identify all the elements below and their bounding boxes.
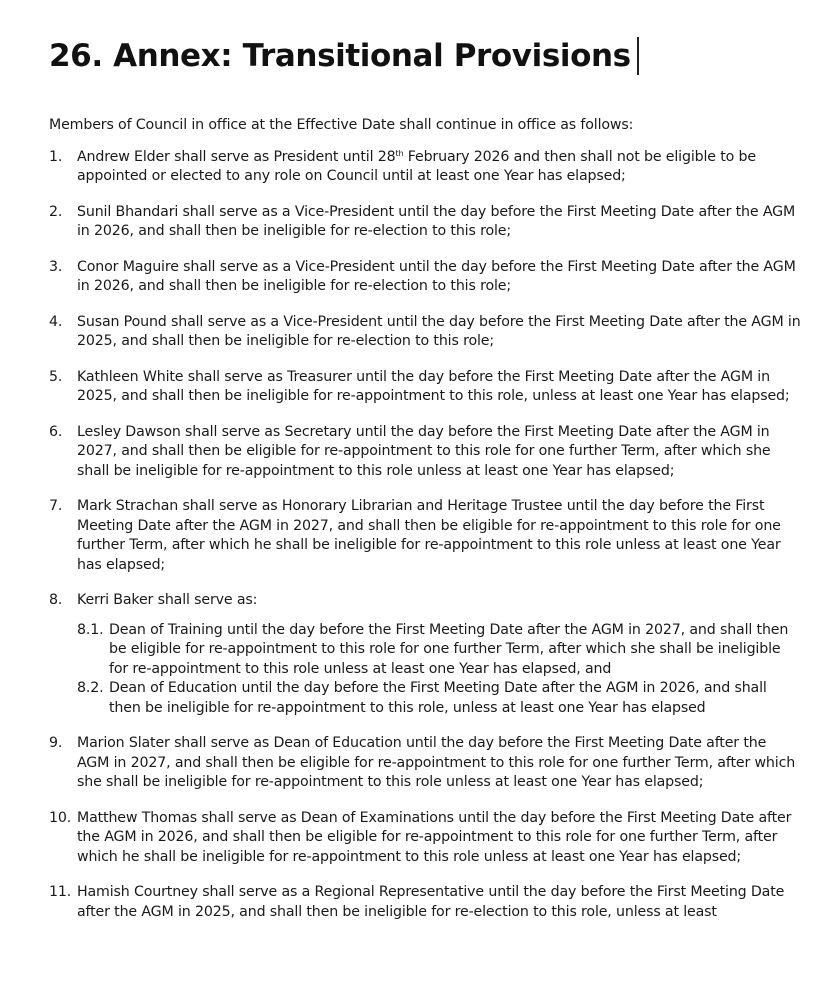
- item-number: 11.: [49, 884, 72, 900]
- list-item: [49, 734, 802, 793]
- text-cursor: [637, 37, 639, 75]
- sub-item-text: Dean of Education until the day before the First Meeting Date after the AGM in 2026, and shall then be ineligible for re-appointment to this role, unless at least one Year has elapsed: [109, 680, 767, 716]
- item-text: Mark Strachan shall serve as Honorary Librarian and Heritage Trustee until the day before the First Meeting Date after the AGM in 2027, and shall then be eligible for re-appointment to this role for one further Term, after which he shall be ineligible for re-appointment to this role unless at least one Year has elapsed;: [77, 498, 781, 573]
- list-item: [49, 883, 802, 922]
- list-item: [49, 809, 802, 868]
- item-number: 8.: [49, 592, 63, 608]
- item-lead-text: Kerri Baker shall serve as:: [77, 592, 258, 608]
- page-title-text: 26. Annex: Transitional Provisions: [49, 38, 631, 74]
- item-number: 4.: [49, 313, 63, 330]
- item-text-part: February 2026 and then shall not be eligible to be appointed or elected to any role on Council until at least one Year has elapsed;: [77, 148, 756, 184]
- list-item: [49, 203, 802, 242]
- item-number: 3.: [49, 258, 63, 275]
- item-number: 7.: [49, 498, 63, 514]
- item-number: 2.: [49, 203, 63, 220]
- sub-list-item: [77, 679, 802, 718]
- sub-item-number: 8.1.: [77, 621, 104, 638]
- page-title: [49, 0, 802, 78]
- item-text: Marion Slater shall serve as Dean of Education until the day before the First Meeting Date after the AGM in 2027, and shall then be eligible for re-appointment to this role for one further Term, after which she shall be ineligible for re-appointment to this role unless at least one Year has elapsed;: [77, 735, 796, 790]
- item-text: Susan Pound shall serve as a Vice-President until the day before the First Meeting Date after the AGM in 2025, and shall then be ineligible for re-election to this role;: [77, 313, 801, 349]
- item-text: Kathleen White shall serve as Treasurer until the day before the First Meeting Date after the AGM in 2025, and shall then be ineligible for re-appointment to this role, unless at least one Year has elapsed;: [77, 368, 790, 404]
- item-text: Hamish Courtney shall serve as a Regional Representative until the day before the First Meeting Date after the AGM in 2025, and shall then be ineligible for re-election to this role, unless at least: [77, 884, 785, 920]
- list-item: [49, 148, 802, 187]
- item-text: Conor Maguire shall serve as a Vice-President until the day before the First Meeting Date after the AGM in 2026, and shall then be ineligible for re-election to this role;: [77, 258, 796, 294]
- list-item: [49, 313, 802, 352]
- sub-item-text: Dean of Training until the day before the First Meeting Date after the AGM in 2027, and shall then be eligible for re-appointment to this role for one further Term, after which she shall be ineligible for re-appointment to this role unless at least one Year has elapsed, and: [109, 621, 789, 677]
- item-text: [77, 591, 802, 718]
- sub-item-number: 8.2.: [77, 680, 104, 696]
- item-text: Matthew Thomas shall serve as Dean of Examinations until the day before the First Meeting Date after the AGM in 2026, and shall then be eligible for re-appointment to this role for one further Term, after which he shall be ineligible for re-appointment to this role unless at least one Year has elapsed;: [77, 809, 792, 865]
- item-number: 6.: [49, 423, 63, 440]
- list-item: [49, 423, 802, 482]
- list-item: [49, 497, 802, 575]
- sub-list-item: [77, 621, 802, 680]
- sub-list: [77, 621, 802, 719]
- provisions-list: [49, 148, 802, 923]
- item-number: 10.: [49, 809, 72, 826]
- list-item: [49, 591, 802, 718]
- list-item: [49, 258, 802, 297]
- list-item: [49, 368, 802, 407]
- item-number: 1.: [49, 148, 63, 165]
- item-text: Sunil Bhandari shall serve as a Vice-President until the day before the First Meeting Date after the AGM in 2026, and shall then be ineligible for re-election to this role;: [77, 203, 796, 239]
- item-text: Lesley Dawson shall serve as Secretary until the day before the First Meeting Date after the AGM in 2027, and shall then be eligible for re-appointment to this role for one further Term, after which she shall be ineligible for re-appointment to this role unless at least one Year has elapsed;: [77, 423, 771, 479]
- ordinal-suffix: th: [395, 148, 404, 158]
- intro-paragraph: Members of Council in office at the Effective Date shall continue in office as follows:: [49, 117, 634, 133]
- item-number: 9.: [49, 735, 63, 751]
- item-text: [77, 148, 802, 187]
- item-number: 5.: [49, 368, 63, 385]
- item-text-part: Andrew Elder shall serve as President until 28: [77, 148, 396, 165]
